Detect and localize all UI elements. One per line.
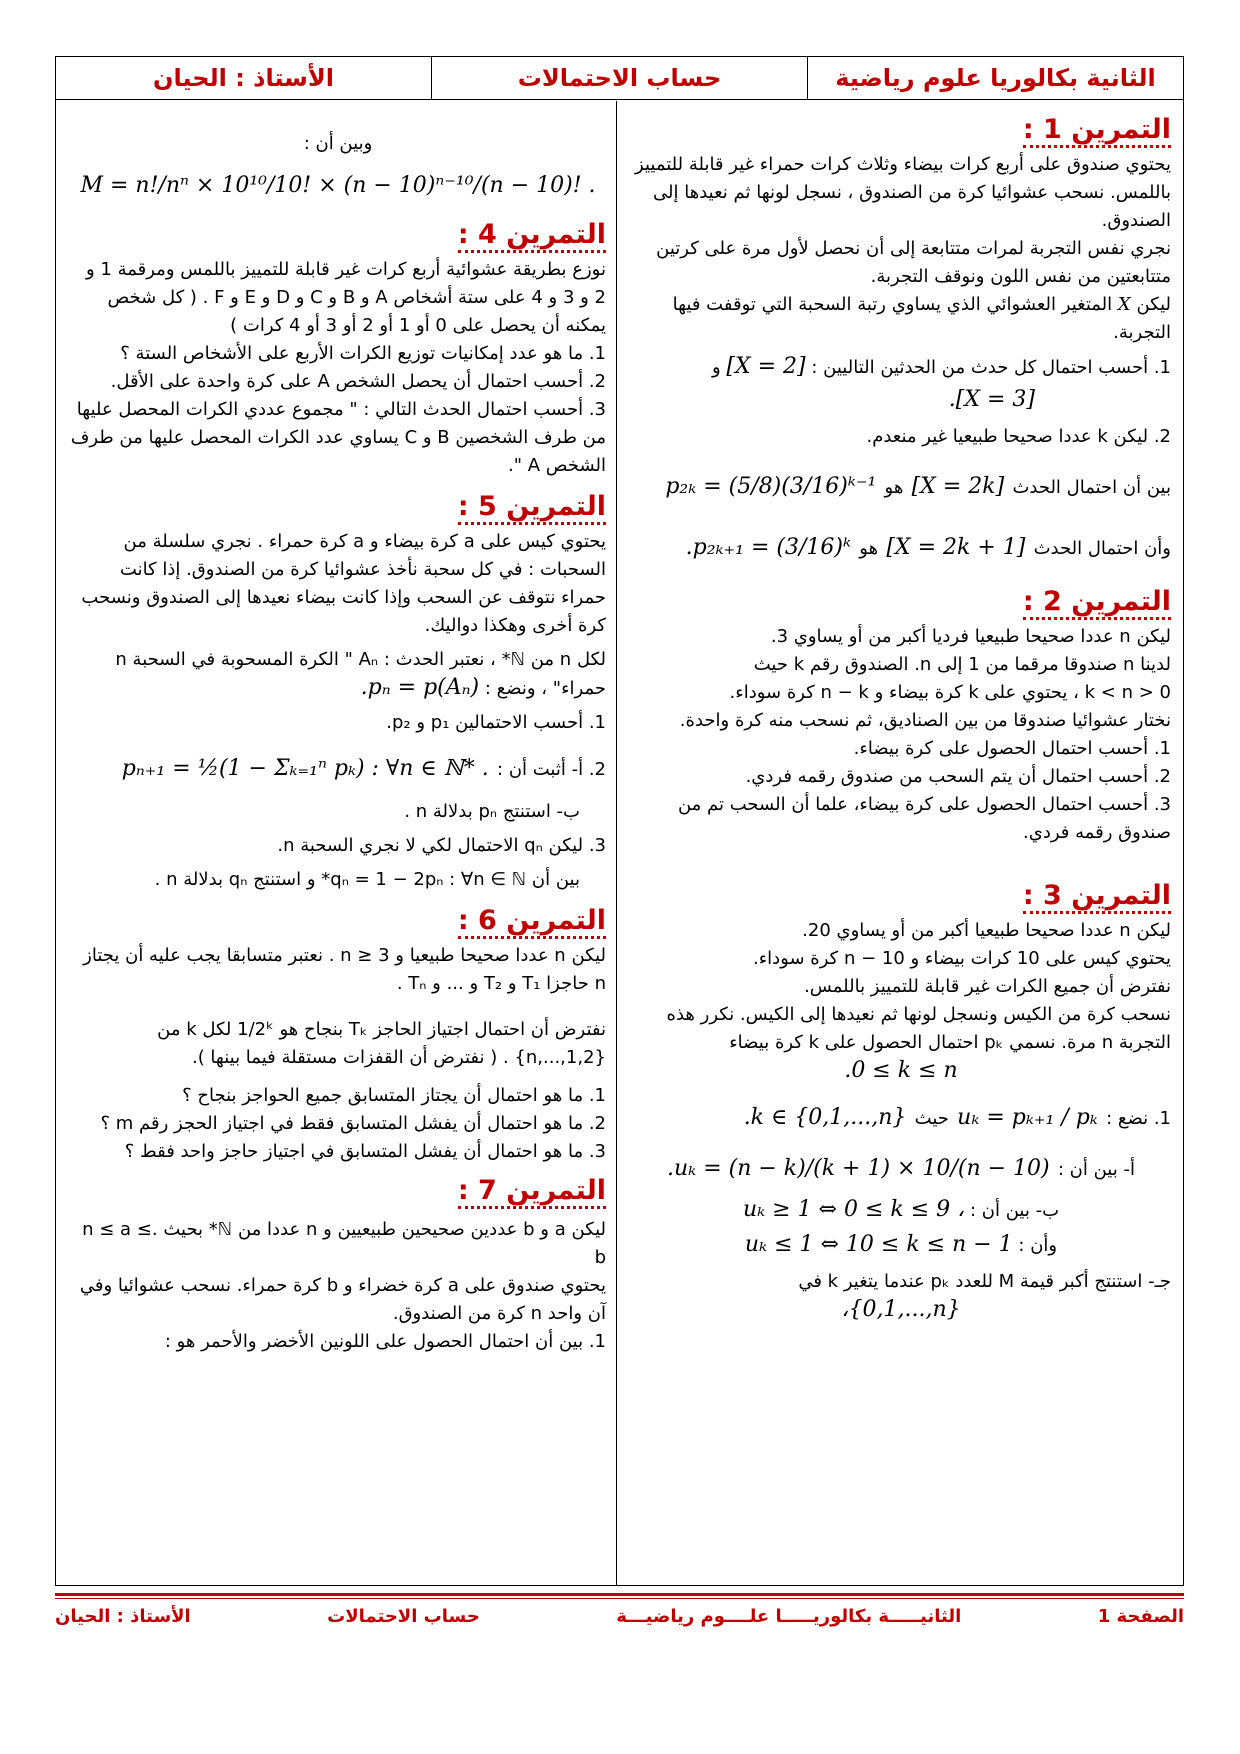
ex6-paragraph-1: ليكن n عددا صحيحا طبيعيا و n ≥ 3 . نعتبر متسابقا يجب عليه أن يجتاز n حاجزا T₁ و T₂ و ... و Tₙ . — [83, 945, 606, 994]
ex3-question-1b: ب- بين أن : uₖ ≥ 1 ⇔ 0 ≤ k ≤ 9 ، — [742, 1197, 1060, 1222]
ex2-line-1: ليكن n عددا صحيحا طبيعيا فرديا أكبر من أو يساوي 3. — [770, 626, 1171, 647]
ex6-question-2: 2. ما هو احتمال أن يفشل المتسابق فقط في اجتياز الحجز رقم m ؟ — [100, 1113, 606, 1134]
ex3-line-4: نسحب كرة من الكيس ونسجل لونها ثم نعيدها إلى الكيس. نكرر هذه التجربة n مرة. نسمي pₖ احتمال الحصول على k كرة بيضاء — [666, 1004, 1171, 1053]
ex1-paragraph-2: نجري نفس التجربة لمرات متتابعة إلى أن نحصل لأول مرة على كرتين متتابعتين من نفس اللون ونوقف التجربة. — [656, 238, 1171, 287]
footer-level: الثانيـــــة بكالوريـــــا علــــوم رياضيـــة — [616, 1606, 962, 1627]
ex1-question-1: 1. أحسب احتمال كل حدث من الحدثين التاليين : [X = 2] و — [711, 354, 1171, 379]
ex2-question-2: 2. أحسب احتمال أن يتم السحب من صندوق رقمه فردي. — [745, 766, 1171, 787]
footer-page-number: الصفحة 1 — [1097, 1606, 1184, 1627]
ex5-paragraph-1: يحتوي كيس على a كرة بيضاء و a كرة حمراء . نجري سلسلة من السحبات : في كل سحبة نأخذ عشوائيا كرة من الصندوق. إذا كانت حمراء نتوقف عن السحب وإذا كانت بيضاء نعيدها إلى الصندوق ونسحب كرة أخرى وهكذا دواليك. — [81, 531, 606, 636]
ex1-question-2a: بين أن احتمال الحدث [X = 2k] هو p₂ₖ = (5/8)(3/16)ᵏ⁻¹ — [665, 474, 1171, 499]
exercise-3-title: التمرين 3 : — [631, 877, 1171, 915]
ex3-line-5: .0 ≤ k ≤ n — [844, 1058, 958, 1083]
ex3-question-1c: وأن : uₖ ≤ 1 ⇔ 10 ≤ k ≤ n − 1 — [744, 1232, 1058, 1257]
ex1-question-2b: وأن احتمال الحدث [X = 2k + 1] هو .p₂ₖ₊₁ = (3/16)ᵏ — [685, 535, 1171, 560]
ex4-question-3: 3. أحسب احتمال الحدث التالي : " مجموع عددي الكرات المحصل عليها من طرف الشخصين B و C يساوي عدد الكرات المحصل عليها من طرف الشخص A ". — [70, 399, 606, 476]
right-column — [616, 101, 1183, 1585]
ex5-question-1: 1. أحسب الاحتمالين p₁ و p₂. — [386, 712, 606, 733]
ex2-question-3: 3. أحسب احتمال الحصول على كرة بيضاء، علما أن السحب تم من صندوق رقمه فردي. — [677, 794, 1171, 843]
header-topic: حساب الاحتمالات — [431, 57, 807, 99]
ex5-question-2b: ب- استنتج pₙ بدلالة n . — [404, 801, 580, 822]
ex4-question-2: 2. أحسب احتمال أن يحصل الشخص A على كرة واحدة على الأقل. — [110, 371, 606, 392]
ex6-question-3: 3. ما هو احتمال أن يفشل المتسابق في اجتياز حاجز واحد فقط ؟ — [124, 1141, 606, 1162]
ex2-question-1: 1. أحسب احتمال الحصول على كرة بيضاء. — [853, 738, 1171, 759]
header-bar — [56, 57, 1183, 100]
exercise-5-title: التمرين 5 : — [70, 488, 606, 526]
ex3-formula-M: وبين أن : M = n!/nⁿ × 10¹⁰/10! × (n − 10)ⁿ⁻¹⁰/(n − 10)! . — [80, 133, 596, 198]
ex1-question-1-event-2: .[X = 3] — [948, 387, 1035, 412]
exercise-2-title: التمرين 2 : — [631, 583, 1171, 621]
exercise-1-title: التمرين 1 : — [631, 111, 1171, 149]
ex7-paragraph-2: يحتوي صندوق على a كرة خضراء و b كرة حمراء. نسحب عشوائيا وفي آن واحد n كرة من الصندوق. — [79, 1275, 606, 1324]
ex1-paragraph-3: ليكن X المتغير العشوائي الذي يساوي رتبة السحبة التي توقفت فيها التجربة. — [672, 294, 1171, 343]
ex7-question-1: 1. بين أن احتمال الحصول على اللونين الأخضر والأحمر هو : — [164, 1331, 606, 1352]
ex5-question-2a: 2. أ- أثبت أن : pₙ₊₁ = ½(1 − Σₖ₌₁ⁿ pₖ) : ∀n ∈ ℕ* . — [121, 756, 606, 781]
ex3-line-3: نفترض أن جميع الكرات غير قابلة للتمييز باللمس. — [804, 976, 1171, 997]
ex3-line-2: يحتوي كيس على 10 كرات بيضاء و n − 10 كرة سوداء. — [752, 948, 1171, 969]
header-level: الثانية بكالوريا علوم رياضية — [807, 57, 1183, 99]
ex3-question-1d: جـ- استنتج أكبر قيمة M للعدد pₖ عندما يتغير k في — [798, 1271, 1171, 1292]
ex4-paragraph: نوزع بطريقة عشوائية أربع كرات غير قابلة للتمييز باللمس ومرقمة 1 و 2 و 3 و 4 على ستة أشخاص A و B و C و D و E و F . ( كل شخص يمكنه أن يحصل على 0 أو 1 أو 2 أو 3 أو 4 كرات ) — [85, 259, 606, 336]
footer-rule — [55, 1593, 1184, 1596]
ex2-line-4: نختار عشوائيا صندوقا من بين الصناديق، ثم نسحب منه كرة واحدة. — [679, 710, 1171, 731]
footer-teacher: الأستاذ : الحيان — [55, 1606, 191, 1627]
header-teacher: الأستاذ : الحيان — [153, 64, 334, 92]
exercise-6-title: التمرين 6 : — [70, 902, 606, 940]
page-frame — [55, 56, 1184, 1586]
ex5-question-3b: بين أن qₙ = 1 − 2pₙ : ∀n ∈ ℕ* و استنتج qₙ بدلالة n . — [154, 869, 580, 890]
footer-topic: حساب الاحتمالات — [327, 1606, 480, 1627]
ex6-question-1: 1. ما هو احتمال أن يجتاز المتسابق جميع الحواجز بنجاح ؟ — [182, 1085, 606, 1106]
ex1-question-2: 2. ليكن k عددا صحيحا طبيعيا غير منعدم. — [866, 426, 1171, 447]
ex6-paragraph-2: نفترض أن احتمال اجتياز الحاجز Tₖ بنجاح هو 1/2ᵏ لكل k من {1,2,...,n} . ( نفترض أن القفزات مستقلة فيما بينها ). — [157, 1019, 606, 1068]
ex7-paragraph-1: ليكن a و b عددين صحيحين طبيعيين و n عددا من ℕ* بحيث .n ≤ a ≤ b — [82, 1219, 606, 1268]
ex5-paragraph-2: لكل n من ℕ* ، نعتبر الحدث : Aₙ " الكرة المسحوبة في السحبة n حمراء" ، ونضع : .pₙ = p(Aₙ) — [115, 649, 606, 700]
ex5-question-3: 3. ليكن qₙ الاحتمال لكي لا نجري السحبة n. — [277, 835, 606, 856]
page-footer — [55, 1606, 1184, 1636]
left-column — [56, 101, 618, 1585]
ex4-question-1: 1. ما هو عدد إمكانيات توزيع الكرات الأربع على الأشخاص الستة ؟ — [120, 343, 606, 364]
ex1-paragraph-1: يحتوي صندوق على أربع كرات بيضاء وثلاث كرات حمراء غير قابلة للتمييز باللمس. نسحب عشوائيا كرة من الصندوق ، نسجل لونها ثم نعيدها إلى الصندوق. — [635, 154, 1171, 231]
ex3-question-1d-set: ،{0,1,...,n} — [841, 1297, 961, 1322]
exercise-7-title: التمرين 7 : — [70, 1172, 606, 1210]
exercise-4-title: التمرين 4 : — [70, 216, 606, 254]
ex3-question-1a: أ- بين أن : .uₖ = (n − k)/(k + 1) × 10/(n − 10) — [667, 1156, 1135, 1181]
footer-rule-thin — [55, 1598, 1184, 1599]
ex3-line-1: ليكن n عددا صحيحا طبيعيا أكبر من أو يساوي 20. — [802, 920, 1171, 941]
ex3-question-1: 1. نضع : uₖ = pₖ₊₁ / pₖ حيث .k ∈ {0,1,...,n} — [743, 1105, 1171, 1130]
ex2-line-3: 0 < k < n ، يحتوي على k كرة بيضاء و n − k كرة سوداء. — [729, 682, 1171, 703]
ex2-line-2: لدينا n صندوقا مرقما من 1 إلى n. الصندوق رقم k حيث — [753, 654, 1171, 675]
